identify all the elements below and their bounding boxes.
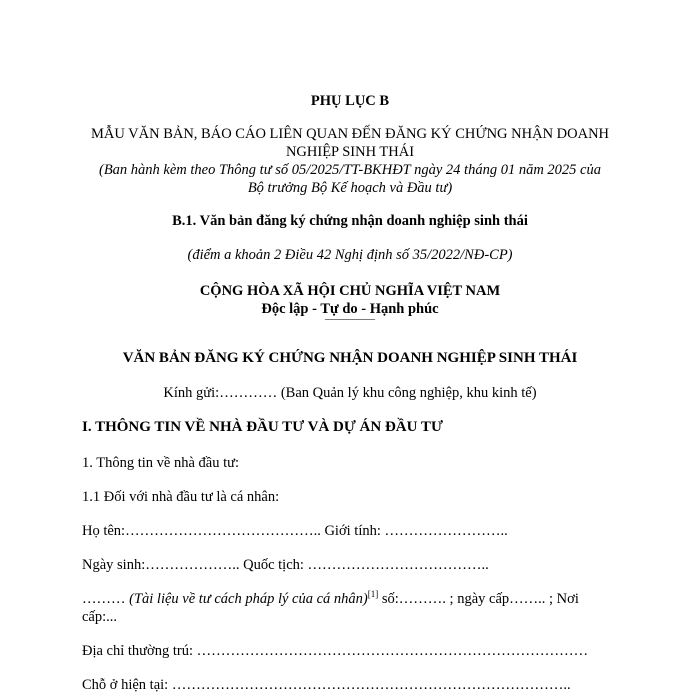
legal-document-row [82, 590, 579, 608]
legal-basis: (điểm a khoản 2 Điều 42 Nghị định số 35/2022/NĐ-CP) [187, 247, 513, 263]
legal-document-row-cont: cấp:... [82, 609, 118, 625]
legal-document-type: (Tài liệu về tư cách pháp lý của cá nhân) [129, 591, 368, 607]
permanent-address-row: Địa chỉ thường trú: ……………………………………………………………………… [82, 643, 589, 659]
item1-1-label: 1.1 Đối với nhà đầu tư là cá nhân: [82, 489, 280, 505]
issued-by-line2: Bộ trưởng Bộ Kế hoạch và Đầu tư) [247, 180, 453, 196]
form-heading: B.1. Văn bản đăng ký chứng nhận doanh nghiệp sinh thái [172, 213, 528, 229]
legal-document-prefix: ……… [82, 591, 130, 607]
motto-rule: ————— [325, 314, 375, 325]
birth-nationality-row: Ngày sinh:……………….. Quốc tịch: ……………………………….. [82, 557, 489, 573]
item1-label: 1. Thông tin về nhà đầu tư: [82, 455, 240, 471]
appendix-subtitle-line2: NGHIỆP SINH THÁI [285, 144, 415, 160]
issued-by-line1: (Ban hành kèm theo Thông tư số 05/2025/TT-BKHĐT ngày 24 tháng 01 năm 2025 của [99, 162, 601, 178]
section1-heading: I. THÔNG TIN VỀ NHÀ ĐẦU TƯ VÀ DỰ ÁN ĐẦU TƯ [82, 419, 443, 435]
national-name: CỘNG HÒA XÃ HỘI CHỦ NGHĨA VIỆT NAM [199, 283, 501, 299]
current-address-row: Chỗ ở hiện tại: ……………………………………………………………………….. [82, 677, 571, 693]
footnote-marker: [1] [367, 589, 379, 600]
appendix-title: PHỤ LỤC B [310, 93, 390, 109]
appendix-subtitle-line1: MẪU VĂN BẢN, BÁO CÁO LIÊN QUAN ĐẾN ĐĂNG KÝ CHỨNG NHẬN DOANH [90, 126, 610, 142]
legal-document-details: số:………. ; ngày cấp…….. ; Nơi [378, 591, 579, 607]
document-title: VĂN BẢN ĐĂNG KÝ CHỨNG NHẬN DOANH NGHIỆP SINH THÁI [122, 350, 578, 366]
fullname-gender-row: Họ tên:………………………………….. Giới tính: …………………….. [82, 523, 508, 539]
national-motto: Độc lập - Tự do - Hạnh phúc [261, 301, 439, 317]
recipient-line: Kính gửi:………… (Ban Quản lý khu công nghiệp, khu kinh tế) [163, 385, 537, 401]
